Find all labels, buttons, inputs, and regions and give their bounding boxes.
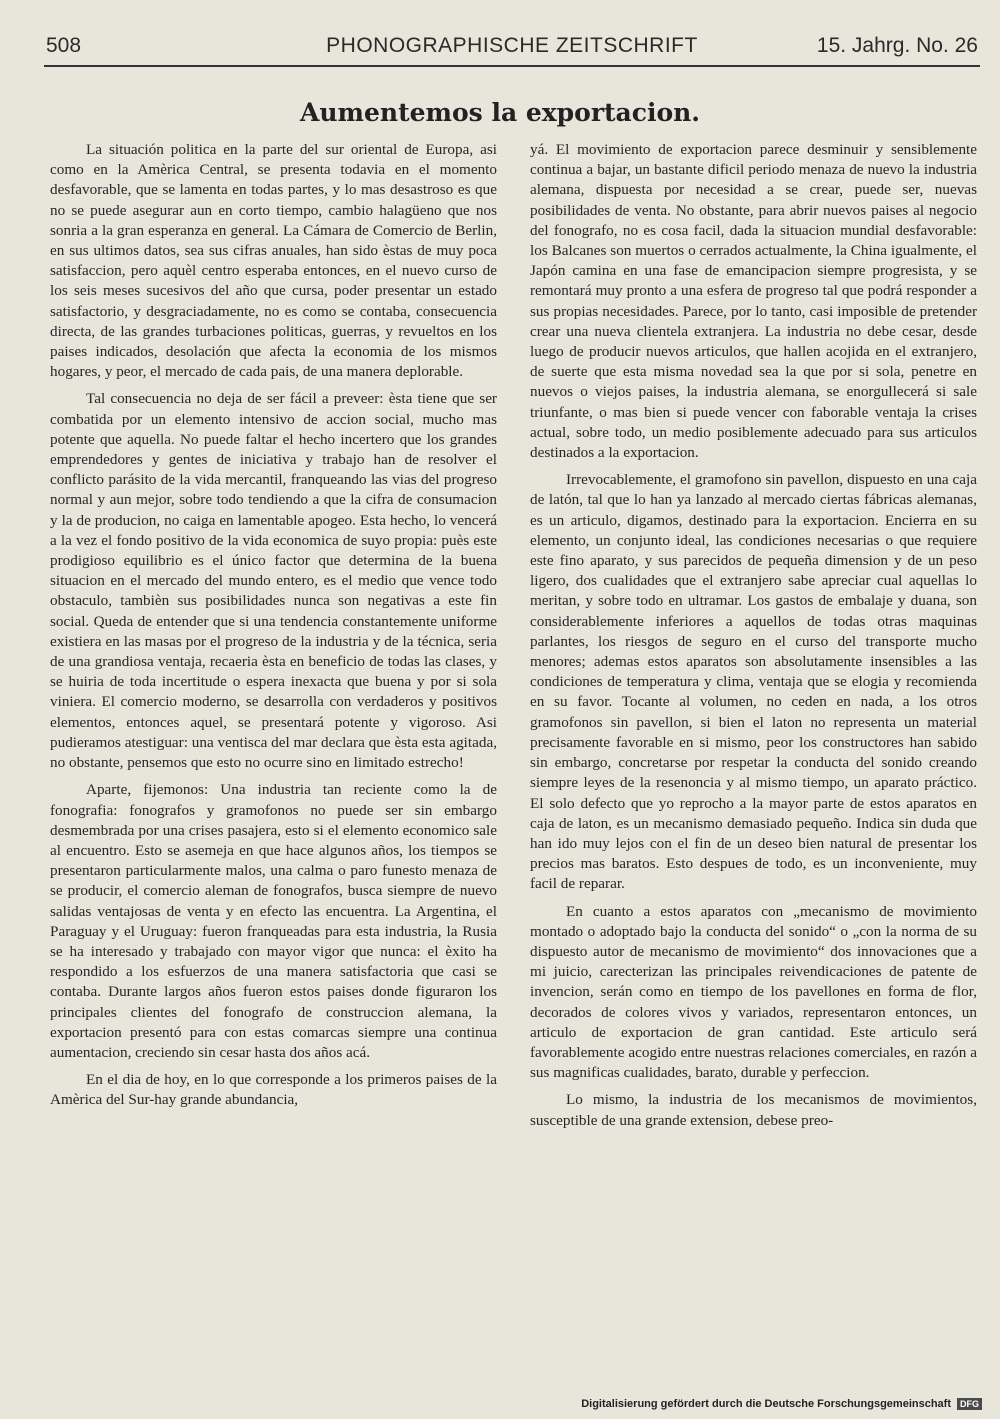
header-rule — [44, 65, 980, 67]
paragraph: Lo mismo, la industria de los mecanismos de movimientos, susceptible de una grande extension, debese preo- — [530, 1091, 977, 1129]
digitization-credit — [581, 1398, 982, 1410]
issue-info: 15. Jahrg. No. 26 — [816, 34, 978, 57]
paragraph: Irrevocablemente, el gramofono sin pavellon, dispuesto en una caja de latón, tal que lo han ya lanzado al mercado ciertas fábricas alemanas, es un articulo, digamos, destinado para la exportacion. Encierra en su elemento, un conjunto ideal, las condiciones necesarias o que requiere este fino aparato, y sus parecidos de pequeña dimension y de un peso ligero, dos cualidades que el extranjero sabe apreciar cual aquellas lo meritan, y sobre todo en ultramar. Los gastos de embalaje y duana, son considerablemente inferiores a aquellos de todas otras maquinas parlantes, los riesgos de seguro en el curso del transporte mucho menores; ademas estos aparatos son absolutamente insensibles a las condiciones de temperatura y clima, ventaja que se elogia y recomienda en su favor. Tocante al volumen, no ceden en nada, a los otros gramofonos sin pavellon, si bien el laton no representa un material precisamente favorable en si mismo, peor los constructores han sabido sin embargo, concretarse por respetar la conducta del sonido creando siempre leyes de la resenoncia y al mismo tiempo, un aparato práctico. El solo defecto que yo reprocho a la mayor parte de estos aparatos en caja de laton, es un mecanismo demasiado pequeño. Indica sin duda que han ido muy lejos con el fin de un deseo bien natural de presentar los precios mas baratos. Esto despues de todo, es un inconveniente, muy facil de reparar. — [530, 471, 977, 893]
left-column — [50, 140, 497, 1118]
paragraph: En el dia de hoy, en lo que corresponde a los primeros paises de la Amèrica del Sur-hay grande abundancia, — [50, 1071, 497, 1109]
paragraph: En cuanto a estos aparatos con „mecanismo de movimiento montado o adoptado bajo la conducta del sonido“ o „con la norma de su dispuesto autor de mecanismo de movimiento“ dos innovaciones que a mi juicio, carecterizan las principales reivendicaciones de patente de invencion, serán como en tiempo de los pavellones en forma de flor, decorados de colores vivos y variados, representaron entonces, un articulo de exportacion de gran cantidad. Este articulo será favorablemente acogido entre nuestras relaciones comerciales, en razón a sus magnificas cualidades, barato, durable y perfeccion. — [530, 902, 977, 1082]
credit-text: Digitalisierung gefördert durch die Deutsche Forschungsgemeinschaft — [581, 1398, 951, 1410]
running-header — [46, 34, 978, 64]
paragraph: La situación politica en la parte del sur oriental de Europa, asi como en la Amèrica Central, se presenta todavia en el momento desfavorable, que se lamenta en todas partes, y lo mas desastroso es que no se puede asegurar aun en corto tiempo, cambio halagüeno que nos sonria a la gran esperanza en general. La Cámara de Comercio de Berlin, en sus ultimos datos, sea sus cifras anuales, han sido èstas de muy poca satisfaccion, pero aquèl centro esperaba entonces, en el nuevo curso de los seis meses sucesivos del año que cursa, poder presentar un estado satisfactorio, y desgraciadamente, no es como se contaba, consecuencia directa, de las grandes turbaciones politicas, guerras, y revueltos en los paises indicados, desolación que afecta la economia de los mismos hogares, y peor, el mercado de cada pais, de una manera deplorable. — [50, 141, 497, 381]
paragraph: Aparte, fijemonos: Una industria tan reciente como la de fonografia: fonografos y gramofonos no puede ser sin embargo desmembrada por una crises pasajera, esto si el elemento economico sale al encuentro. Esto se asemeja en que hace algunos años, los tiempos se presentaron particularmente malos, una calma o paro funesto menaza de se producir, el comercio aleman de fonografos, busca siempre de nuevo salidas ventajosas de venta y en efecto las encuentra. La Argentina, el Paraguay y el Uruguay: fueron franqueadas para esta industria, la Rusia se ha interesado y trabajado con mayor vigor que nunca: el èxito ha respondido a los esfuerzos de una manera satisfactoria que casi se contaba. Durante largos años fueron estos paises donde figuraron los principales clientes del fonografo de construccion alemana, la exportacion presentó para con estas comarcas siempre una continua aumentacion, creciendo sin cesar hasta dos años acá. — [50, 781, 497, 1061]
right-column — [530, 140, 977, 1138]
paragraph: yá. El movimiento de exportacion parece desminuir y sensiblemente continua a bajar, un bastante dificil periodo menaza de nuevo la industria alemana, dispuesta por necesidad a se crear, puede ser, nuevas posibilidades de venta. No obstante, para abrir nuevos paises al negocio del fonografo, no es cosa facil, dada la situacion mundial desfavorable: los Balcanes son muertos o cerrados actualmente, la China igualmente, el Japón camina en una fase de emancipacion siempre progresista, y se remontará muy pronto a una esfera de progreso tal que podrá responder a sus propias necesidades. Parece, por lo tanto, casi imposible de pretender crear una nueva clientela extranjera. La industria no debe cesar, desde luego de producir nuevos articulos, que hallen acojida en el extranjero, de suerte que esta misma novedad sea la que por si sola, penetre en nuevos o viejos paises, la industria alemana, se enorgullecerá si sale triunfante, o mas bien si puede vencer con faborable ventaja la crises actual, sobre todo, un medio posiblemente adecuado para sus articulos destinados a la exportacion. — [530, 141, 977, 462]
article-title: Aumentemos la exportacion. — [299, 98, 701, 127]
publication-title: PHONOGRAPHISCHE ZEITSCHRIFT — [326, 34, 698, 57]
paragraph: Tal consecuencia no deja de ser fácil a preveer: èsta tiene que ser combatida por un elemento intensivo de accion social, mucho mas potente que aquella. No puede faltar el hecho incertero que los grandes emprendedores y gentes de iniciativa y trabajo han de resolver el conflicto parásito de la vida mercantil, franqueando las vias del progreso normal y aun mejor, sobre todo tendiendo a que la cifra de consumacion y la de producion, no caiga en lamentable apogeo. Esta hecho, lo vencerá a la vez el fondo positivo de la vida economica de suyo propia: puès este prodigioso equilibrio es el único factor que determina de la buena situacion en el mercado del mundo entero, es el medio que vence todo obstaculo, tambièn sus posibilidades nunca son negativas a este fin social. Queda de entender que si una tendencia constantemente uniforme existiera en las masas por el progreso de la industria y de la técnica, seria de una grandiosa ventaja, recaeria èsta en beneficio de todas las clases, y se huiria de toda incertitude o espera inexacta que buena y por si sola viniera. El comercio moderno, se desarrolla con verdaderos y positivos elementos, entonces aquel, se presentará potente y vigoroso. Asi pudieramos atestiguar: una ventisca del mar declara que èsta esta agitada, no obstante, pensemos que esto no ocurre sino en limitado estrecho! — [50, 390, 497, 772]
page-number: 508 — [46, 34, 82, 57]
dfg-logo-icon: DFG — [957, 1398, 982, 1410]
